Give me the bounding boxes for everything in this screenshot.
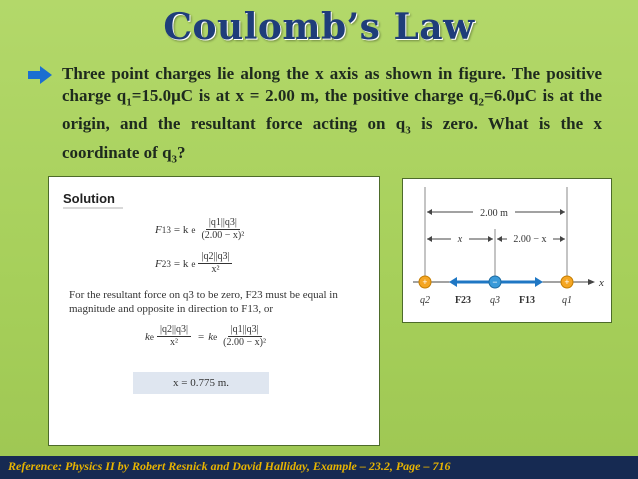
dist-total-label: 2.00 m	[480, 208, 508, 219]
solution-panel	[48, 176, 380, 446]
solution-heading: Solution	[63, 191, 115, 206]
eq1-lhs-sub: 13	[161, 224, 171, 235]
charge-diagram-svg	[403, 179, 611, 322]
right-arrow-icon	[28, 66, 52, 84]
result-value: x = 0.775 m.	[133, 372, 269, 394]
equation-f13	[155, 217, 250, 242]
equation-f23	[155, 251, 235, 276]
eq1-num: |q1||q3|	[206, 217, 240, 230]
eq2-lhs-sub: 23	[161, 258, 171, 269]
eq3-fraction-1	[157, 324, 191, 349]
eq2-num: |q2||q3|	[198, 251, 232, 264]
q2-label: q2	[420, 295, 430, 306]
problem-sub-4: 3	[171, 153, 178, 166]
f13-arrowhead-icon	[535, 277, 543, 287]
charge-diagram	[402, 178, 612, 323]
problem-part-5: ?	[177, 142, 186, 162]
q1-sign: +	[564, 277, 570, 287]
dist-rest-label: 2.00 − x	[513, 234, 547, 245]
reference-text: Reference: Physics II by Robert Resnick and David Halliday, Example – 23.2, Page – 716	[8, 459, 451, 473]
eq3-k2-sub: e	[213, 331, 218, 342]
eq3-k1: k	[145, 330, 150, 343]
eq2-den: x²	[211, 264, 220, 275]
eq1-fraction	[198, 217, 247, 242]
problem-part-2: =15.0μC is at x = 2.00 m, the positive charge q	[131, 86, 479, 105]
eq3-den2: (2.00 − x)²	[223, 337, 266, 348]
f23-arrowhead-icon	[449, 277, 457, 287]
q3-label: q3	[490, 295, 500, 306]
eq2-lhs: F	[155, 257, 162, 270]
eq3-num2: |q1||q3|	[228, 324, 262, 337]
problem-part-4: is zero. What is the x coordinate of q	[62, 114, 603, 162]
problem-part-3: =6.0μC is at the origin, and the resultant force acting on q	[62, 86, 603, 134]
f23-label: F23	[454, 295, 472, 306]
eq2-mid-sub: e	[191, 258, 196, 269]
problem-sub-1: 1	[126, 96, 132, 109]
solution-underline	[63, 207, 123, 209]
eq1-mid: = k	[173, 223, 189, 236]
eq3-equals: =	[197, 330, 205, 343]
q2-sign: +	[422, 277, 428, 287]
x-axis-arrow-icon	[588, 279, 595, 285]
f13-label: F13	[518, 295, 536, 306]
eq3-k1-sub: e	[149, 331, 154, 342]
eq3-k2: k	[208, 330, 214, 343]
q3-sign: −	[492, 277, 498, 287]
eq2-mid: = k	[173, 257, 189, 270]
solution-text: For the resultant force on q3 to be zero, F23 must be equal in magnitude and opposite in direction to F13, or	[69, 289, 338, 315]
slide-title: Coulomb’s Law	[163, 6, 475, 48]
reference-footer	[0, 456, 638, 479]
x-axis-label: x	[599, 277, 604, 289]
equation-balance	[145, 324, 272, 349]
eq3-den1: x²	[169, 337, 178, 348]
eq3-num1: |q2||q3|	[157, 324, 191, 337]
dist-x-label: x	[457, 234, 463, 245]
eq2-fraction	[198, 251, 232, 276]
eq1-mid-sub: e	[191, 224, 196, 235]
problem-sub-3: 3	[405, 124, 411, 137]
q1-label: q1	[562, 295, 572, 306]
problem-part-1: Three point charges lie along the x axis as shown in figure. The positive charge q	[62, 64, 602, 105]
eq1-lhs: F	[155, 223, 162, 236]
eq1-den: (2.00 − x)²	[201, 230, 245, 241]
problem-statement	[62, 63, 602, 170]
eq3-fraction-2	[220, 324, 269, 349]
problem-sub-2: 2	[478, 96, 484, 109]
